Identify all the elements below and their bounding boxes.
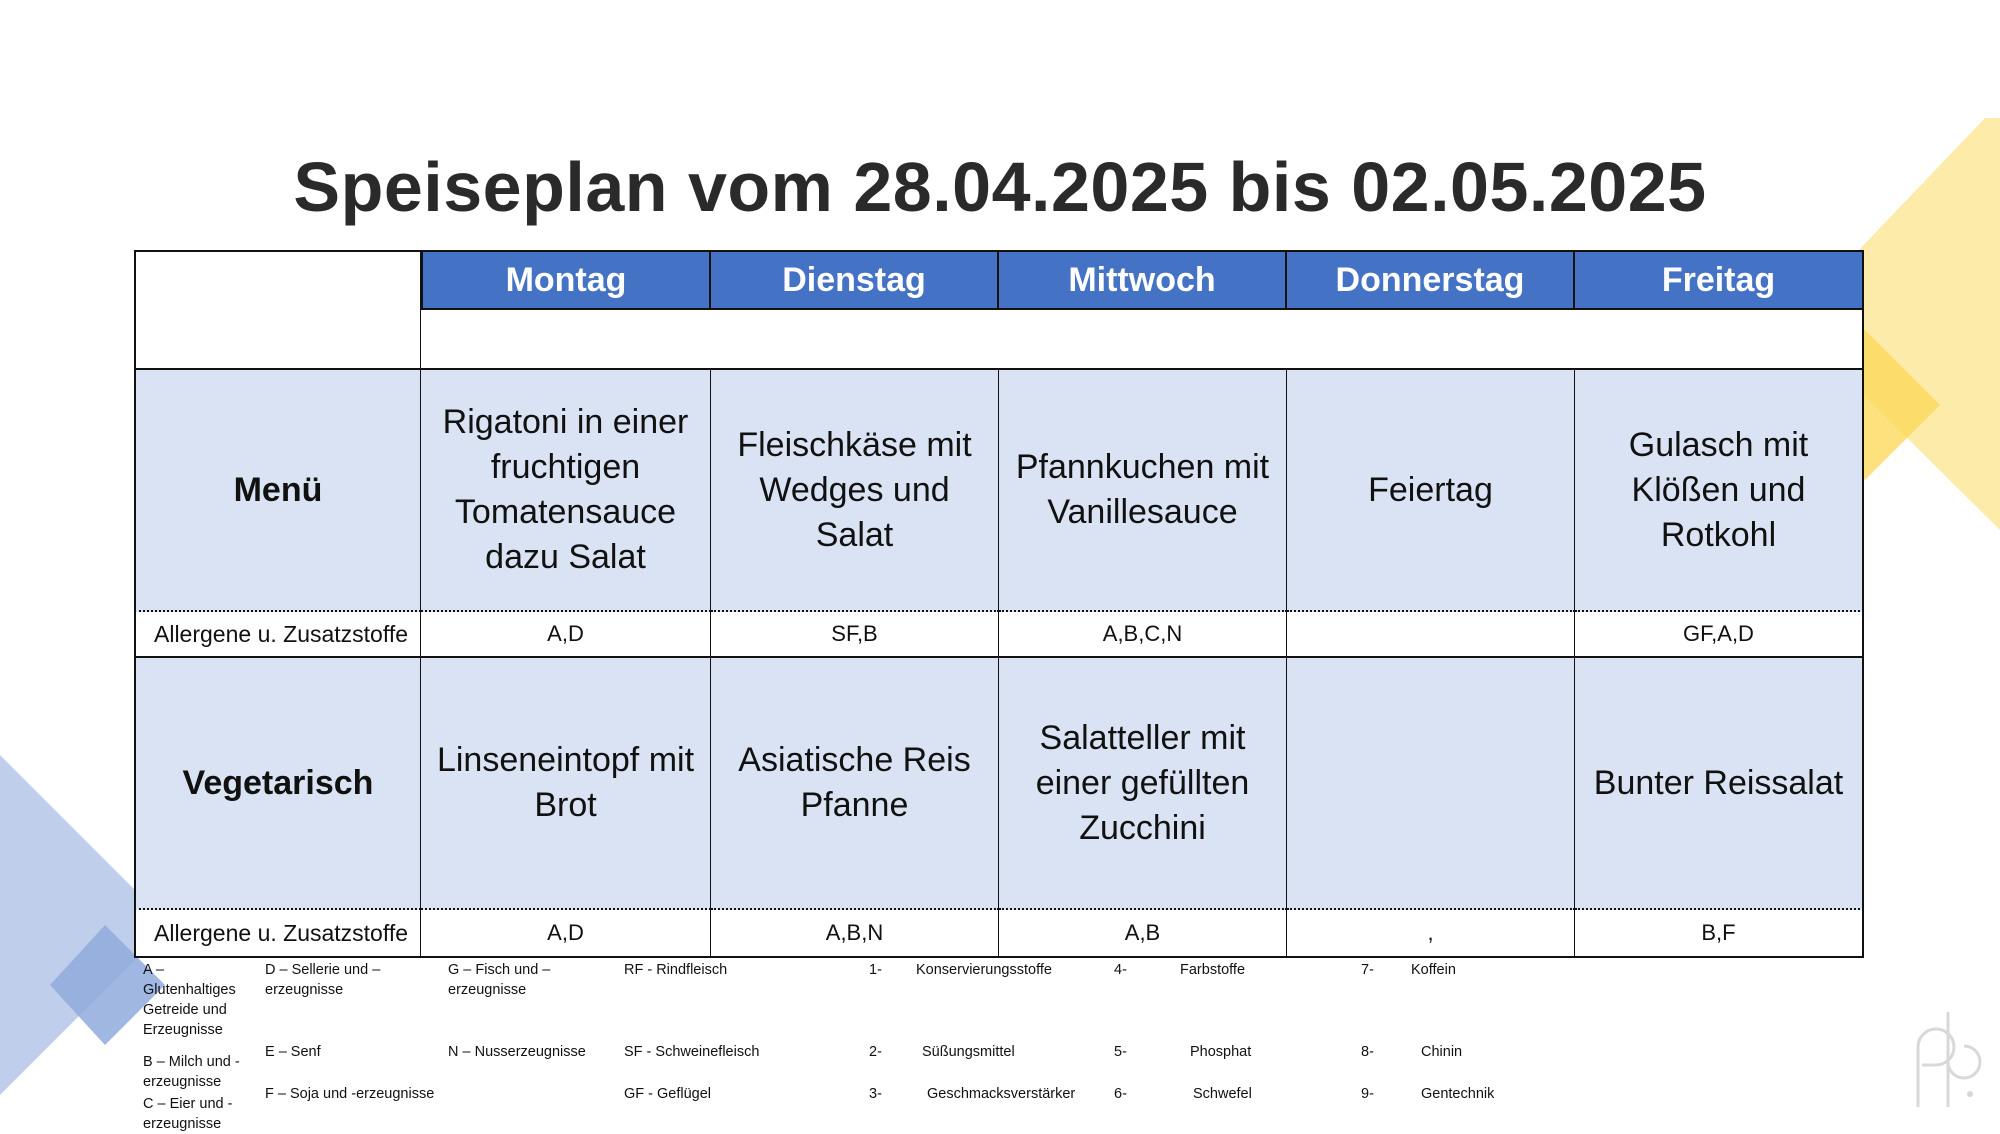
- legend-additive-6-num: 6-: [1114, 1086, 1127, 1102]
- legend-additive-4: Farbstoffe: [1180, 962, 1246, 978]
- legend-additive-8-num: 8-: [1361, 1044, 1374, 1060]
- day-header-tuesday: Dienstag: [711, 250, 999, 310]
- veg-allergens-monday: A,D: [421, 910, 711, 958]
- legend-additive-5: Phosphat: [1190, 1044, 1252, 1060]
- menu-table: [134, 250, 1864, 958]
- veg-allergen-label: Allergene u. Zusatzstoffe: [134, 910, 421, 958]
- menu-allergens-wednesday: A,B,C,N: [999, 612, 1287, 658]
- menu-allergens-thursday: [1287, 612, 1575, 658]
- legend-additive-9: Gentechnik: [1421, 1086, 1495, 1102]
- menu-meal-friday: Gulasch mit Klößen und Rotkohl: [1575, 370, 1864, 612]
- legend-additive-9-num: 9-: [1361, 1086, 1374, 1102]
- menu-meal-thursday: Feiertag: [1287, 370, 1575, 612]
- legend-additive-2-num: 2-: [869, 1044, 882, 1060]
- legend-additive-1-num: 1-: [869, 962, 882, 978]
- veg-allergens-thursday: ,: [1287, 910, 1575, 958]
- veg-allergens-wednesday: A,B: [999, 910, 1287, 958]
- veg-allergens-friday: B,F: [1575, 910, 1864, 958]
- day-header-wednesday: Mittwoch: [999, 250, 1287, 310]
- day-header-monday: Montag: [421, 250, 711, 310]
- menu-allergens-monday: A,D: [421, 612, 711, 658]
- menu-meal-wednesday: Pfannkuchen mit Vanillesauce: [999, 370, 1287, 612]
- row-label-vegetarian: Vegetarisch: [134, 658, 421, 910]
- legend-additive-3: Geschmacksverstärker: [927, 1086, 1076, 1102]
- menu-meal-tuesday: Fleischkäse mit Wedges und Salat: [711, 370, 999, 612]
- page-title: Speiseplan vom 28.04.2025 bis 02.05.2025: [293, 147, 1707, 226]
- veg-meal-tuesday: Asiatische Reis Pfanne: [711, 658, 999, 910]
- veg-meal-monday: Linseneintopf mit Brot: [421, 658, 711, 910]
- legend-allergen-a: A – Glutenhaltiges Getreide und Erzeugnisse: [143, 962, 236, 1038]
- legend-allergen-f: F – Soja und -erzeugnisse: [265, 1086, 435, 1102]
- legend-additive-4-num: 4-: [1114, 962, 1127, 978]
- veg-meal-thursday: [1287, 658, 1575, 910]
- menu-meal-monday: Rigatoni in einer fruchtigen Tomatensauce dazu Salat: [421, 370, 711, 612]
- legend-additive-6: Schwefel: [1193, 1086, 1252, 1102]
- legend-meat-rf: RF - Rindfleisch: [624, 962, 728, 978]
- legend-additive-8: Chinin: [1421, 1044, 1463, 1060]
- day-header-thursday: Donnerstag: [1287, 250, 1575, 310]
- legend-allergen-n: N – Nusserzeugnisse: [448, 1044, 586, 1060]
- legend-meat-sf: SF - Schweinefleisch: [624, 1044, 760, 1060]
- row-label-menu: Menü: [134, 370, 421, 612]
- legend-additive-7: Koffein: [1411, 962, 1456, 978]
- menu-allergens-friday: GF,A,D: [1575, 612, 1864, 658]
- menu-allergens-tuesday: SF,B: [711, 612, 999, 658]
- legend-allergen-c: C – Eier und -erzeugnisse: [143, 1096, 233, 1132]
- veg-meal-wednesday: Salatteller mit einer gefüllten Zucchini: [999, 658, 1287, 910]
- legend-additive-3-num: 3-: [869, 1086, 882, 1102]
- legend-additive-2: Süßungsmittel: [922, 1044, 1015, 1060]
- legend-additive-7-num: 7-: [1361, 962, 1374, 978]
- veg-allergens-tuesday: A,B,N: [711, 910, 999, 958]
- legend-allergen-d: D – Sellerie und –erzeugnisse: [265, 962, 381, 998]
- menu-allergen-label: Allergene u. Zusatzstoffe: [134, 612, 421, 658]
- veg-meal-friday: Bunter Reissalat: [1575, 658, 1864, 910]
- legend-meat-gf: GF - Geflügel: [624, 1086, 712, 1102]
- header-blank-row: [421, 310, 1864, 370]
- table-corner: [134, 250, 421, 370]
- legend-allergen-b: B – Milch und -erzeugnisse: [143, 1054, 240, 1090]
- day-header-friday: Freitag: [1575, 250, 1864, 310]
- legend-allergen-e: E – Senf: [265, 1044, 321, 1060]
- legend-allergen-g: G – Fisch und –erzeugnisse: [448, 962, 551, 998]
- legend-additive-1: Konservierungsstoffe: [916, 962, 1052, 978]
- logo-watermark-icon: [1908, 1002, 1988, 1112]
- legend-additive-5-num: 5-: [1114, 1044, 1127, 1060]
